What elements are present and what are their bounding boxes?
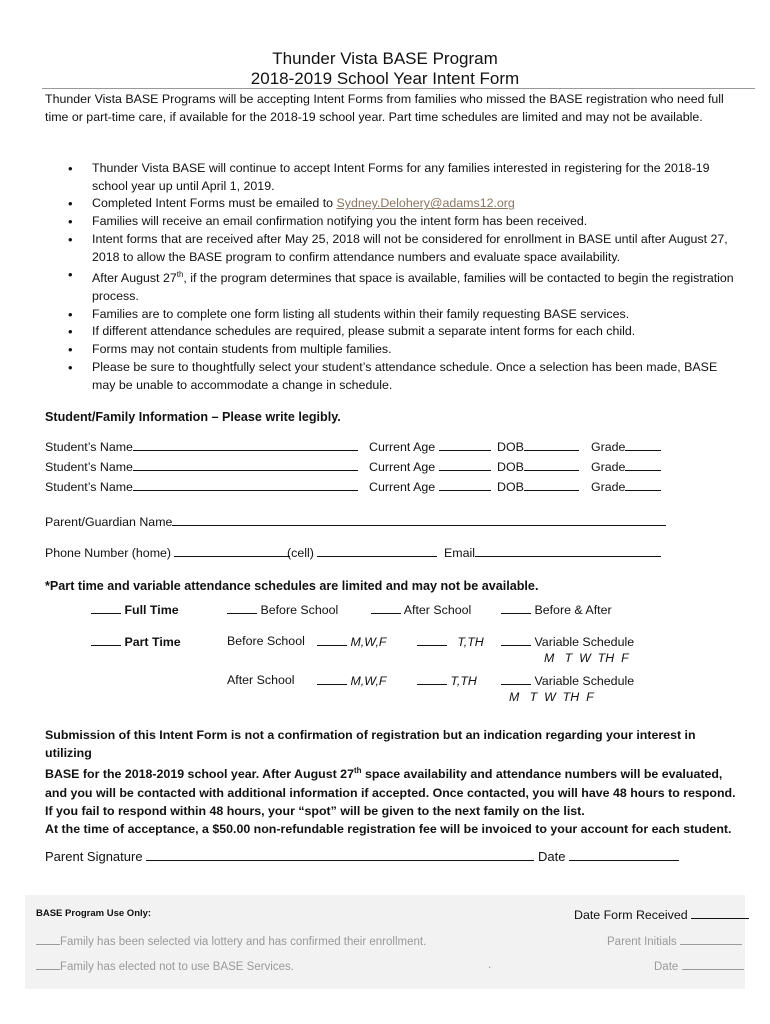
form-title: Thunder Vista BASE Program: [272, 49, 498, 68]
grade-field-2[interactable]: Grade: [591, 458, 661, 475]
full-time-option[interactable]: Full Time: [91, 601, 179, 618]
part-after-school-label: After School: [227, 673, 295, 687]
part-time-option[interactable]: Part Time: [91, 633, 181, 650]
before-after-option[interactable]: Before & After: [501, 601, 612, 618]
full-after-school-option[interactable]: After School: [371, 601, 471, 618]
parent-initials-field[interactable]: Parent Initials: [607, 932, 742, 950]
full-before-school-option[interactable]: Before School: [227, 601, 338, 618]
grade-field-1[interactable]: Grade: [591, 438, 661, 455]
list-item: • After August 27th, if the program determines that space is available, families will be contacted to begin the registration process.: [45, 266, 735, 306]
student-section-heading: Student/Family Information – Please write legibly.: [45, 410, 341, 424]
form-subtitle: 2018-2019 School Year Intent Form: [250, 69, 520, 88]
office-use-heading: BASE Program Use Only:: [36, 908, 152, 919]
date-received-field[interactable]: Date Form Received: [574, 906, 749, 923]
title-divider: [42, 88, 755, 89]
current-age-field-3[interactable]: Current Age: [369, 478, 491, 495]
current-age-field-2[interactable]: Current Age: [369, 458, 491, 475]
after-variable-days: M T W TH F: [509, 690, 594, 704]
list-item: • Families will receive an email confirmation notifying you the intent form has been received.: [45, 213, 735, 231]
student-name-field-1[interactable]: Student’s Name: [45, 438, 358, 455]
cell-phone-field[interactable]: (cell): [287, 544, 437, 561]
list-item: • Families are to complete one form listing all students within their family requesting BASE services.: [45, 306, 735, 324]
after-tth-option[interactable]: T,TH: [417, 672, 477, 689]
current-age-field-1[interactable]: Current Age: [369, 438, 491, 455]
student-name-field-2[interactable]: Student’s Name: [45, 458, 358, 475]
list-item: • Intent forms that are received after May 25, 2018 will not be considered for enrollment in BASE until after August 27, 2018 to allow the BASE program to confirm attendance numbers and evaluate space availability.: [45, 231, 735, 266]
declined-option[interactable]: Family has elected not to use BASE Services.: [36, 957, 294, 975]
home-phone-field[interactable]: Phone Number (home): [45, 544, 290, 561]
after-variable-option[interactable]: Variable Schedule: [501, 672, 634, 689]
dob-field-3[interactable]: DOB: [497, 478, 579, 495]
parent-signature-field[interactable]: Parent Signature: [45, 848, 534, 865]
lottery-selected-option[interactable]: Family has been selected via lottery and has confirmed their enrollment.: [36, 932, 426, 950]
list-item: • Forms may not contain students from multiple families.: [45, 341, 735, 359]
intro-paragraph: Thunder Vista BASE Programs will be accepting Intent Forms from families who missed the BASE registration who need full time or part-time care, if available for the 2018-19 school year. Part time schedules are limited and may not be available.: [45, 92, 724, 124]
list-item: • Please be sure to thoughtfully select your student’s attendance schedule. Once a selection has been made, BASE may be unable to accommodate a change in schedule.: [45, 359, 735, 394]
grade-field-3[interactable]: Grade: [591, 478, 661, 495]
before-tth-option[interactable]: T,TH: [417, 633, 484, 650]
parent-name-field[interactable]: Parent/Guardian Name: [45, 513, 666, 530]
dob-field-2[interactable]: DOB: [497, 458, 579, 475]
after-mwf-option[interactable]: M,W,F: [317, 672, 386, 689]
dob-field-1[interactable]: DOB: [497, 438, 579, 455]
signature-date-field[interactable]: Date: [538, 848, 679, 865]
list-item: • Thunder Vista BASE will continue to accept Intent Forms for any families interested in registering for the 2018-19 school year up until April 1, 2019.: [45, 160, 735, 195]
stray-dot: .: [488, 959, 492, 971]
student-name-field-3[interactable]: Student’s Name: [45, 478, 358, 495]
email-field[interactable]: Email: [444, 544, 661, 561]
list-item: • Completed Intent Forms must be emailed to Sydney.Delohery@adams12.org: [45, 195, 735, 213]
notice-paragraph: Submission of this Intent Form is not a confirmation of registration but an indication regarding your interest in utilizing BASE for the 2018-2019 school year. After August 27th space availability and attendance numbers will be evaluated, and you will be contacted with additional information if accepted. Once contacted, you will have 48 hours to respond. If you fail to respond within 48 hours, your “spot” will be given to the next family on the list. At the time of acceptance, a $50.00 non-refundable registration fee will be invoiced to your account for each student.: [45, 728, 736, 837]
email-link[interactable]: Sydney.Delohery@adams12.org: [336, 196, 515, 211]
instructions-list: [45, 160, 735, 394]
before-variable-option[interactable]: Variable Schedule: [501, 633, 634, 650]
list-item: • If different attendance schedules are required, please submit a separate intent forms for each child.: [45, 323, 735, 341]
office-date-field[interactable]: Date: [654, 957, 744, 975]
before-variable-days: M T W TH F: [544, 651, 629, 665]
part-before-school-label: Before School: [227, 634, 305, 648]
before-mwf-option[interactable]: M,W,F: [317, 633, 386, 650]
schedule-heading: *Part time and variable attendance schedules are limited and may not be available.: [45, 579, 539, 593]
